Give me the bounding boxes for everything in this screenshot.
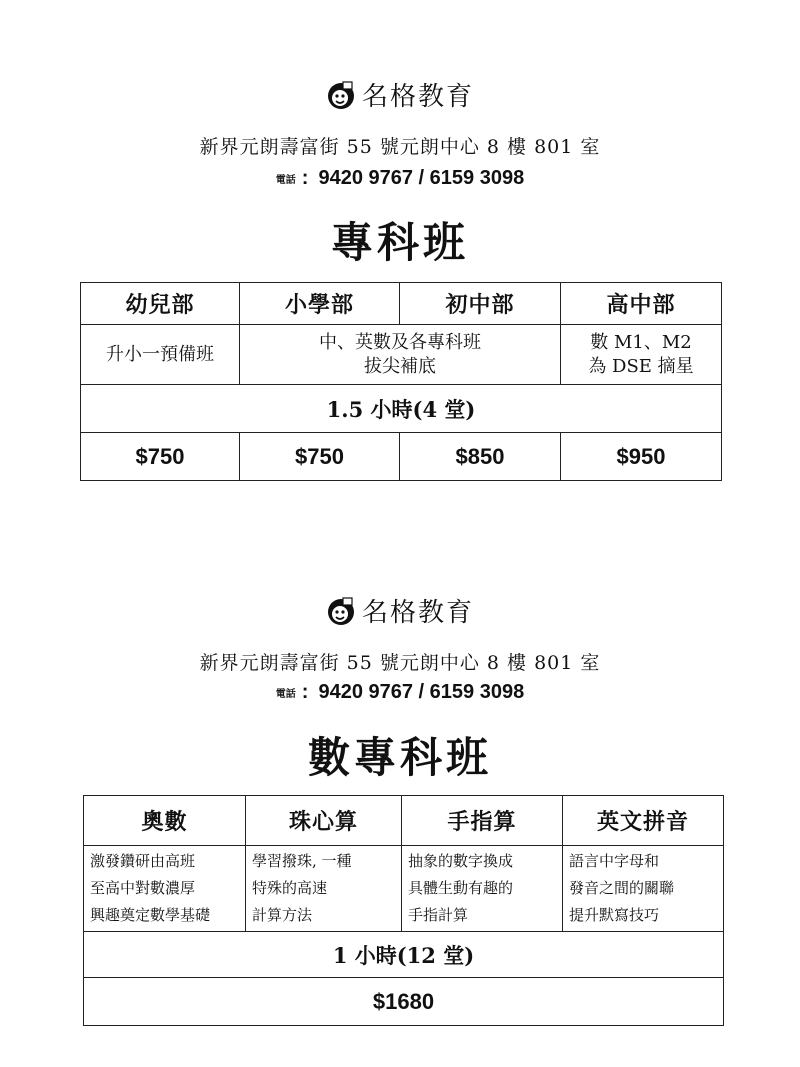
phone-number: 9420 9767 / 6159 3098 xyxy=(318,681,525,703)
header-cell: 奧數 xyxy=(84,796,246,846)
price-row xyxy=(84,978,724,1026)
brand-name: 名格教育 xyxy=(361,598,474,628)
price-cell: $850 xyxy=(400,433,561,481)
desc-line: 抽象的數字換成 xyxy=(408,852,514,870)
desc-line: 數 M1、M2 xyxy=(590,331,692,353)
price-cell: $750 xyxy=(81,433,240,481)
header-cell: 手指算 xyxy=(402,796,563,846)
description-row xyxy=(84,846,724,932)
brand-logo-icon xyxy=(326,596,356,626)
desc-cell xyxy=(563,846,724,932)
duration-cell: 1 小時(12 堂) xyxy=(84,932,724,978)
price-table xyxy=(80,282,722,481)
desc-cell xyxy=(246,846,402,932)
desc-line: 具體生動有趣的 xyxy=(408,879,514,897)
brand-name: 名格教育 xyxy=(361,82,474,112)
desc-line: 語言中字母和 xyxy=(569,852,660,870)
price-row xyxy=(81,433,722,481)
phone-label: 電話 xyxy=(275,175,296,187)
duration-row xyxy=(84,932,724,978)
flyer-specialist-classes xyxy=(0,0,800,533)
price-table xyxy=(83,795,724,1026)
price-cell: $1680 xyxy=(84,978,724,1026)
header-row xyxy=(84,796,724,846)
price-cell: $750 xyxy=(240,433,400,481)
header-cell: 小學部 xyxy=(240,283,400,325)
desc-line: 拔尖補底 xyxy=(364,355,436,377)
desc-line: 中、英數及各專科班 xyxy=(319,331,481,353)
flyer-math-classes xyxy=(0,533,800,1066)
page-title: 數專科班 xyxy=(307,733,492,782)
header-cell: 初中部 xyxy=(400,283,561,325)
header-cell: 珠心算 xyxy=(246,796,402,846)
price-cell: $950 xyxy=(561,433,722,481)
phone-label: 電話 xyxy=(275,689,296,701)
desc-line: 激發鑽研由高班 xyxy=(90,852,196,870)
desc-cell xyxy=(402,846,563,932)
desc-line: 計算方法 xyxy=(252,906,313,924)
desc-line: 興趣奠定數學基礎 xyxy=(90,906,211,924)
phone-line xyxy=(0,167,800,190)
desc-cell: 升小一預備班 xyxy=(81,325,240,385)
desc-cell xyxy=(561,325,722,385)
brand-header xyxy=(0,76,800,113)
page-title: 專科班 xyxy=(330,218,469,267)
duration-cell: 1.5 小時(4 堂) xyxy=(81,385,722,433)
desc-line: 提升默寫技巧 xyxy=(569,906,660,924)
duration-row xyxy=(81,385,722,433)
desc-line: 為 DSE 摘星 xyxy=(588,355,694,377)
address: 新界元朗壽富街 55 號元朗中心 8 樓 801 室 xyxy=(199,136,601,158)
desc-line: 手指計算 xyxy=(408,906,469,924)
header-cell: 幼兒部 xyxy=(81,283,240,325)
phone-number: 9420 9767 / 6159 3098 xyxy=(318,167,525,189)
desc-line: 特殊的高速 xyxy=(252,879,328,897)
desc-cell xyxy=(240,325,561,385)
phone-colon: : xyxy=(301,681,309,703)
brand-header xyxy=(0,592,800,629)
address: 新界元朗壽富街 55 號元朗中心 8 樓 801 室 xyxy=(199,652,601,674)
desc-line: 發音之間的關聯 xyxy=(569,879,675,897)
desc-cell xyxy=(84,846,246,932)
desc-line: 至高中對數濃厚 xyxy=(90,879,196,897)
phone-line xyxy=(0,681,800,704)
header-cell: 高中部 xyxy=(561,283,722,325)
header-row xyxy=(81,283,722,325)
desc-line: 學習撥珠, 一種 xyxy=(252,852,352,870)
description-row xyxy=(81,325,722,385)
brand-logo-icon xyxy=(326,80,356,110)
header-cell: 英文拼音 xyxy=(563,796,724,846)
phone-colon: : xyxy=(301,167,309,189)
